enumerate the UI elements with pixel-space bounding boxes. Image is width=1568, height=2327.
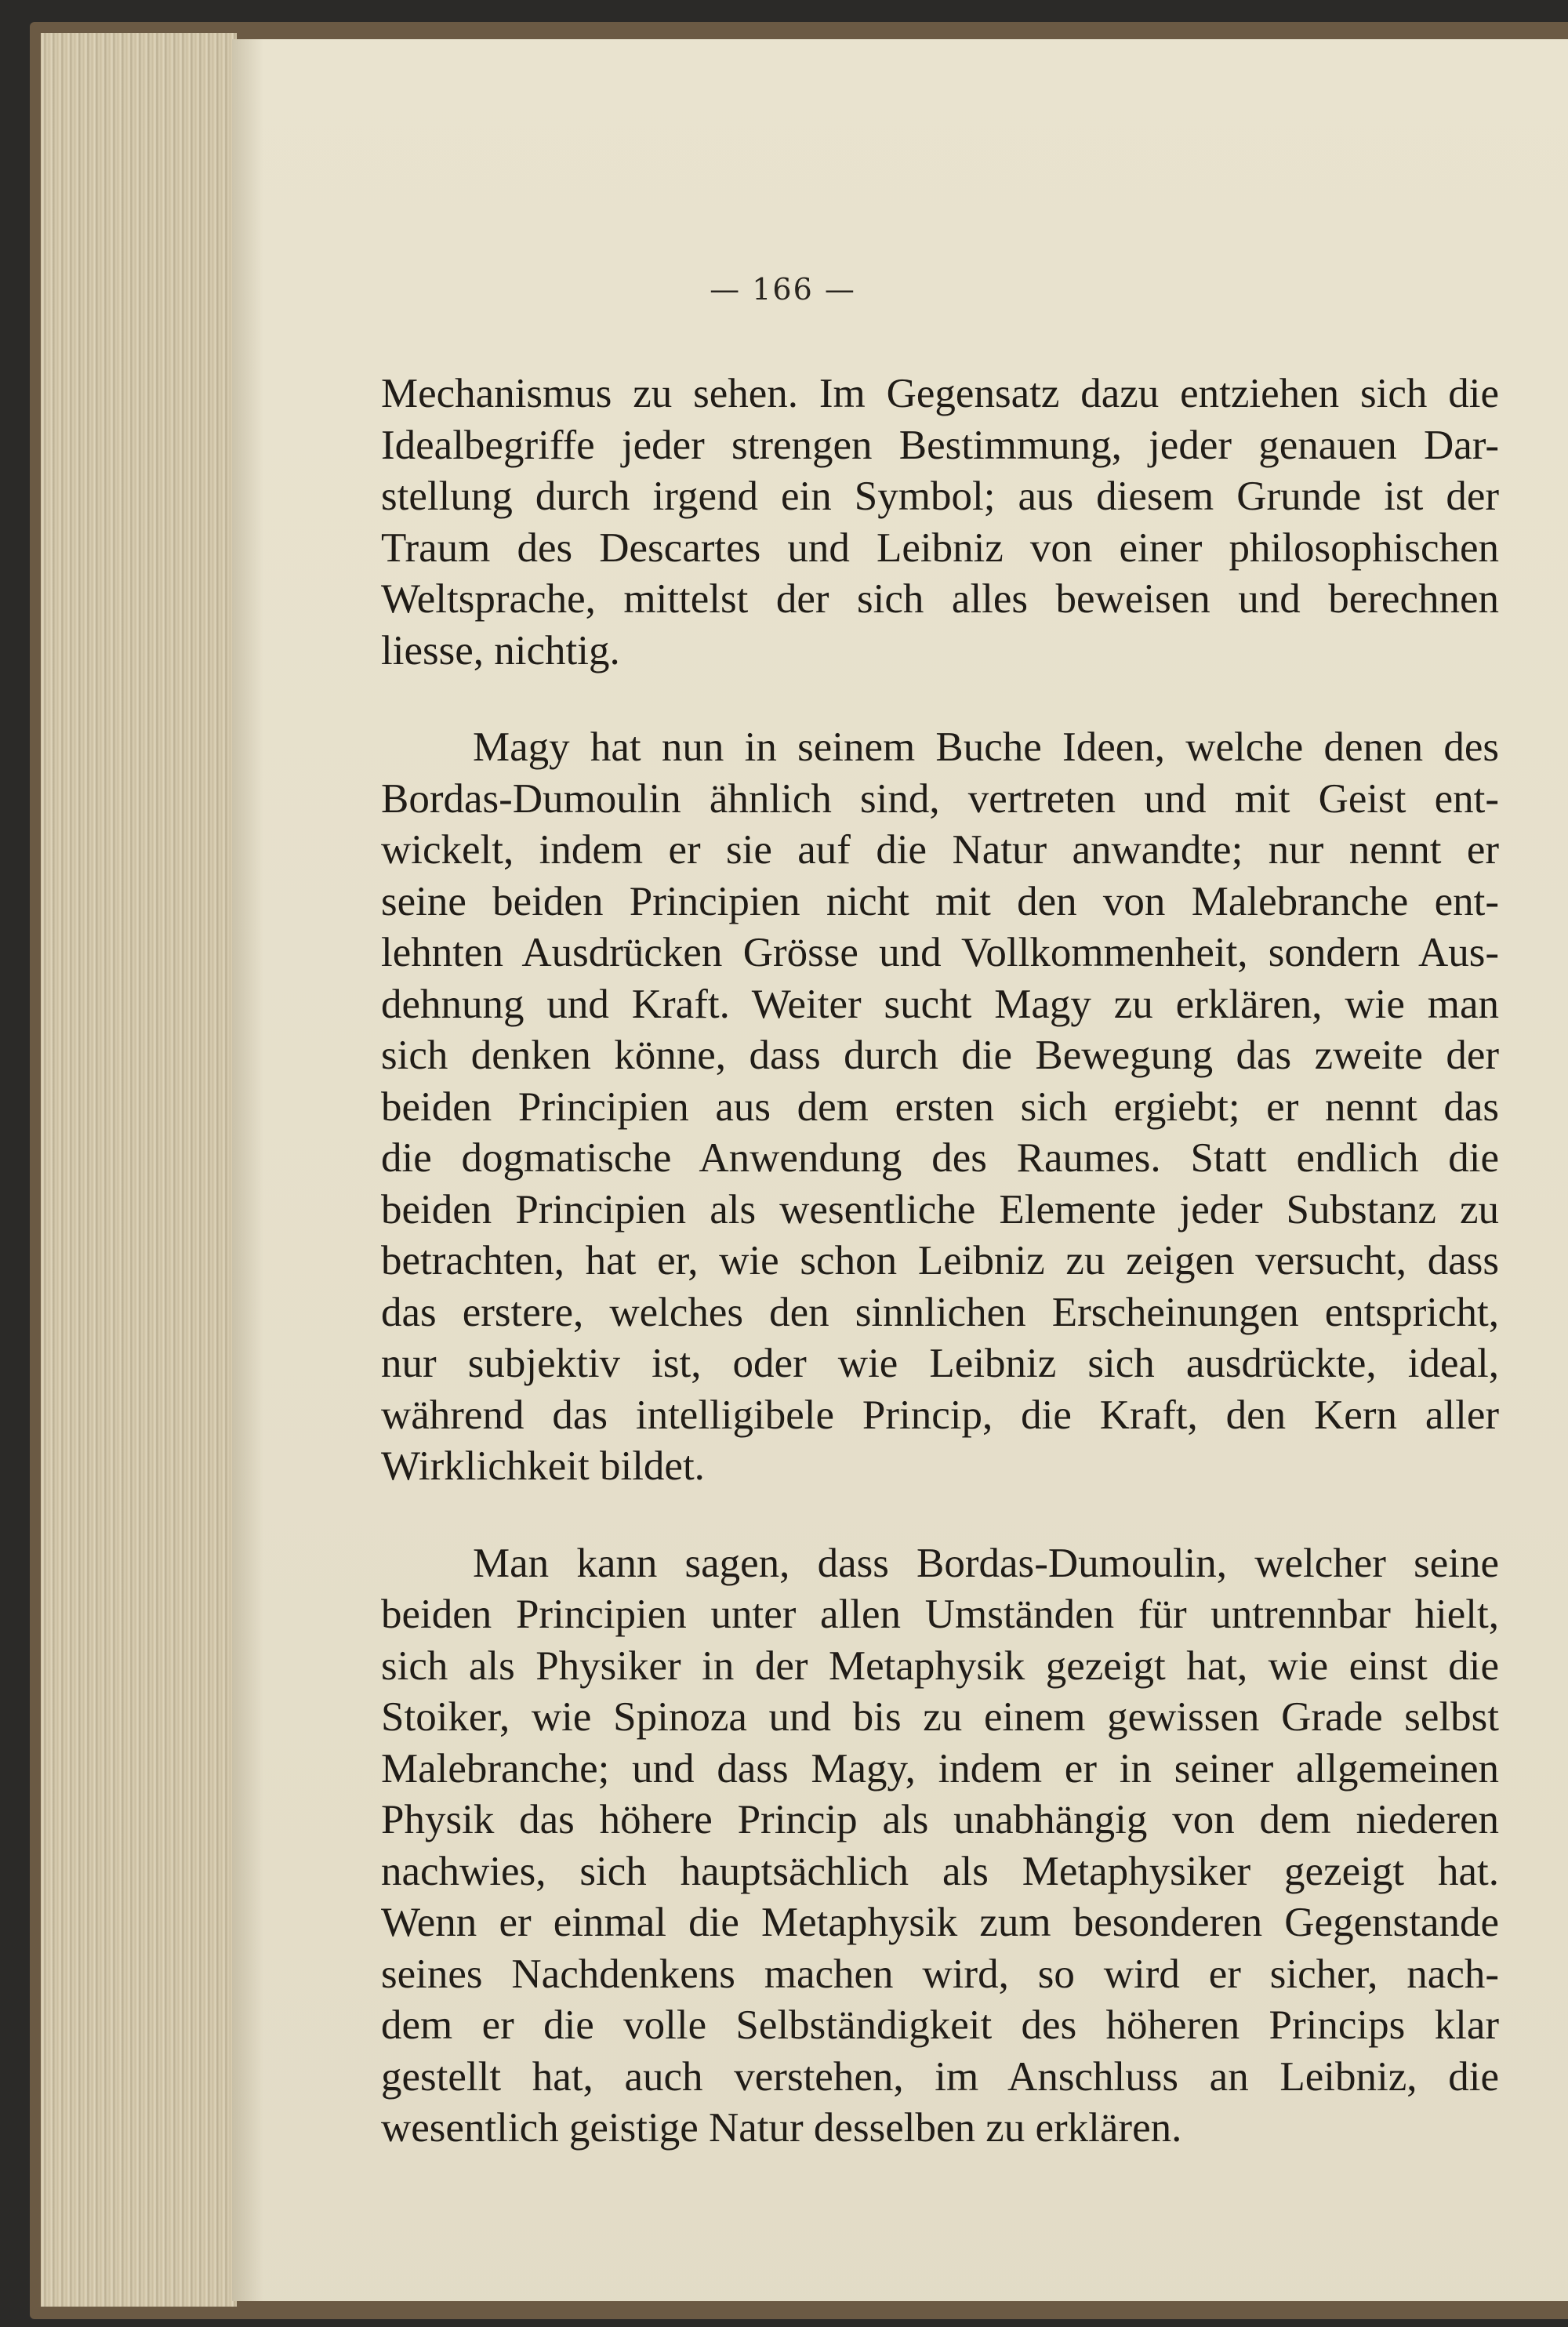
text-line: wesentlich geistige Natur desselben zu erklären.	[381, 2105, 1182, 2151]
text-line: seine beiden Principien nicht mit den von Malebranche ent-	[381, 878, 1499, 924]
book-page	[232, 39, 1568, 2301]
text-line: Wenn er einmal die Metaphysik zum besonderen Gegenstande	[381, 1900, 1499, 1945]
text-line: beiden Principien als wesentliche Elemente jeder Substanz zu	[381, 1186, 1499, 1232]
text-block	[381, 368, 1499, 2155]
text-line: dehnung und Kraft. Weiter sucht Magy zu erklären, wie man	[381, 981, 1499, 1027]
text-line: gestellt hat, auch verstehen, im Anschluss an Leibniz, die	[381, 2053, 1499, 2100]
text-line: nachwies, sich hauptsächlich als Metaphysiker gezeigt hat.	[381, 1848, 1499, 1894]
text-line: Idealbegriffe jeder strengen Bestimmung, jeder genauen Dar-	[381, 422, 1499, 468]
text-line: Weltsprache, mittelst der sich alles beweisen und berechnen	[381, 576, 1499, 622]
text-line: sich als Physiker in der Metaphysik gezeigt hat, wie einst die	[381, 1643, 1499, 1689]
text-line: nur subjektiv ist, oder wie Leibniz sich ausdrückte, ideal,	[381, 1341, 1499, 1386]
text-line: seines Nachdenkens machen wird, so wird er sicher, nach-	[381, 1951, 1499, 1997]
text-line: lehnten Ausdrücken Grösse und Vollkommenheit, sondern Aus-	[381, 930, 1499, 975]
text-line: Man kann sagen, dass Bordas-Dumoulin, welcher seine	[473, 1540, 1499, 1586]
text-line: Malebranche; und dass Magy, indem er in seiner allgemeinen	[381, 1745, 1499, 1792]
text-line: das erstere, welches den sinnlichen Erscheinungen entspricht,	[381, 1289, 1499, 1335]
text-line: Wirklichkeit bildet.	[381, 1443, 705, 1489]
text-line: sich denken könne, dass durch die Bewegung das zweite der	[381, 1033, 1499, 1078]
paragraph-1	[381, 368, 1499, 677]
page-edges	[41, 33, 237, 2307]
text-line: liesse, nichtig.	[381, 627, 620, 673]
paragraph-2	[381, 722, 1499, 1493]
text-line: Bordas-Dumoulin ähnlich sind, vertreten und mit Geist ent-	[381, 775, 1499, 822]
text-line: während das intelligibele Princip, die Kraft, den Kern aller	[381, 1392, 1499, 1438]
text-line: Traum des Descartes und Leibniz von einer philosophischen	[381, 525, 1499, 571]
text-line: betrachten, hat er, wie schon Leibniz zu zeigen versucht, dass	[381, 1238, 1499, 1283]
page-number: — 166 —	[710, 272, 856, 307]
text-line: beiden Principien unter allen Umständen für untrennbar hielt,	[381, 1592, 1499, 1637]
text-line: dem er die volle Selbständigkeit des höheren Princips klar	[381, 2002, 1499, 2048]
text-line: stellung durch irgend ein Symbol; aus diesem Grunde ist der	[381, 474, 1499, 519]
text-line: Mechanismus zu sehen. Im Gegensatz dazu entziehen sich die	[381, 371, 1499, 416]
text-line: Stoiker, wie Spinoza und bis zu einem gewissen Grade selbst	[381, 1694, 1499, 1740]
text-line: Physik das höhere Princip als unabhängig von dem niederen	[381, 1797, 1499, 1842]
text-line: wickelt, indem er sie auf die Natur anwandte; nur nennt er	[381, 827, 1499, 873]
text-line: Magy hat nun in seinem Buche Ideen, welche denen des	[473, 724, 1499, 770]
text-line: die dogmatische Anwendung des Raumes. Statt endlich die	[381, 1135, 1499, 1181]
paragraph-3	[381, 1538, 1499, 2155]
text-line: beiden Principien aus dem ersten sich ergiebt; er nennt das	[381, 1084, 1499, 1130]
